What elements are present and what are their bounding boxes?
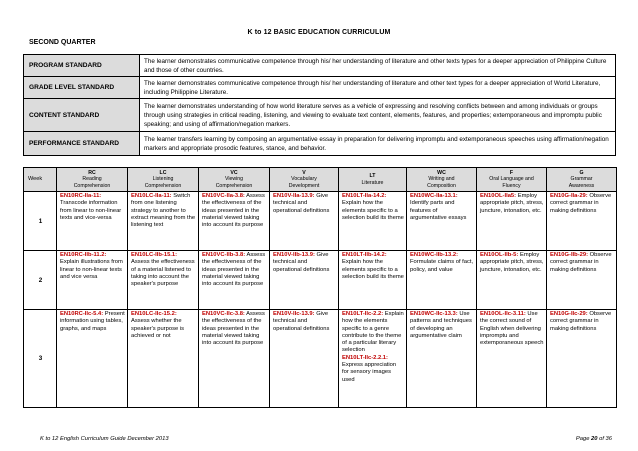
competency-cell: EN10VC-IIb-3.8: Assess the effectiveness of the ideas presented in the material viewed taking into account its purpose — [199, 251, 270, 310]
competency-table — [23, 167, 617, 408]
standard-label: GRADE LEVEL STANDARD — [24, 77, 140, 99]
week-number: 3 — [24, 310, 57, 408]
column-header-wc: WC Writing and Composition — [407, 168, 477, 192]
competency-cell: EN10G-IIa-29: Observe correct grammar in making definitions — [547, 192, 617, 251]
competency-cell: EN10OL-IIb-5: Employ appropriate pitch, stress, juncture, intonation, etc. — [477, 251, 547, 310]
competency-cell: EN10G-IIb-29: Observe correct grammar in making definitions — [547, 251, 617, 310]
column-header-rc: RC Reading Comprehension — [57, 168, 128, 192]
column-header-lt: LT Literature — [339, 168, 407, 192]
week-header: Week — [24, 168, 57, 192]
standard-text: The learner demonstrates communicative competence through his/ her understanding of literature and other text types for a deeper appreciation of World Literature, including Philippine Literature. — [140, 77, 616, 99]
standard-row — [24, 77, 616, 99]
competency-cell: EN10WC-IIc-13.3: Use patterns and techniques of developing an argumentative claim — [407, 310, 477, 408]
competency-cell: EN10V-IIc-13.9: Give technical and operational definitions — [270, 310, 339, 408]
competency-cell: EN10OL-IIc-3.11: Use the correct sound of English when delivering impromptu and extemporaneous speech — [477, 310, 547, 408]
competency-cell: EN10RC-IIb-11.2: Explain illustrations from linear to non-linear texts and vice versa — [57, 251, 128, 310]
competency-cell: EN10LT-IIa-14.2: Explain how the elements specific to a selection build its theme — [339, 192, 407, 251]
competency-cell: EN10LC-IIb-15.1: Assess the effectiveness of a material listened to taking into account the speaker's purpose — [128, 251, 199, 310]
column-header-f: F Oral Language and Fluency — [477, 168, 547, 192]
document-title: K to 12 BASIC EDUCATION CURRICULUM — [247, 29, 391, 36]
competency-cell: EN10G-IIc-29: Observe correct grammar in making definitions — [547, 310, 617, 408]
competency-cell: EN10VC-IIa-3.8: Assess the effectiveness of the ideas presented in the material viewed taking into account its purpose — [199, 192, 270, 251]
competency-cell: EN10LT-IIc-2.2: Explain how the elements specific to a genre contribute to the theme of a particular literary selection EN10LT-IIc-2.2.1: Express appreciation for sensory images used — [339, 310, 407, 408]
column-header-lc: LC Listening Comprehension — [128, 168, 199, 192]
standard-label: PROGRAM STANDARD — [24, 55, 140, 77]
footer-page-number: Page 20 of 36 — [575, 436, 612, 442]
standard-label: PERFORMANCE STANDARD — [24, 132, 140, 156]
competency-cell: EN10LC-IIc-15.2: Assess whether the speaker's purpose is achieved or not — [128, 310, 199, 408]
competency-cell: EN10LT-IIb-14.2: Explain how the elements specific to a selection build its theme — [339, 251, 407, 310]
competency-cell: EN10RC-IIc-5.4: Present information using tables, graphs, and maps — [57, 310, 128, 408]
column-header-v: V Vocabulary Development — [270, 168, 339, 192]
competency-cell: EN10V-IIb-13.9: Give technical and operational definitions — [270, 251, 339, 310]
standard-label: CONTENT STANDARD — [24, 99, 140, 132]
week-number: 2 — [24, 251, 57, 310]
column-header-g: G Grammar Awareness — [547, 168, 617, 192]
competency-cell: EN10OL-IIa5: Employ appropriate pitch, stress, juncture, intonation, etc. — [477, 192, 547, 251]
competency-cell: EN10V-IIa-13.9: Give technical and operational definitions — [270, 192, 339, 251]
standard-row — [24, 55, 616, 77]
week-row — [24, 192, 617, 251]
competency-cell: EN10WC-IIa-13.1: Identify parts and features of argumentative essays — [407, 192, 477, 251]
header-row — [24, 168, 617, 192]
standard-text: The learner demonstrates communicative competence through his/ her understanding of literature and other texts types for a deeper appreciation of Philippine Culture and those of other countries. — [140, 55, 616, 77]
footer-guide-title: K to 12 English Curriculum Guide December 2013 — [40, 436, 169, 442]
competency-cell: EN10RC-IIa-11: Transcode information from linear to non-linear texts and vice-versa — [57, 192, 128, 251]
competency-cell: EN10VC-IIc-3.8: Assess the effectiveness of the ideas presented in the material viewed taking into account its purpose — [199, 310, 270, 408]
week-row — [24, 251, 617, 310]
competency-cell: EN10WC-IIb-13.2: Formulate claims of fact, policy, and value — [407, 251, 477, 310]
competency-cell: EN10LC-IIa-11: Switch from one listening strategy to another to extract meaning from the listening text — [128, 192, 199, 251]
column-header-vc: VC Viewing Comprehension — [199, 168, 270, 192]
standard-row — [24, 132, 616, 156]
week-number: 1 — [24, 192, 57, 251]
week-row — [24, 310, 617, 408]
standards-table — [23, 54, 616, 156]
standard-text: The learner transfers learning by composing an argumentative essay in preparation for delivering impromptu and extemporaneous speeches using affirmation/negation markers and appropriate prosodic features, stance, and behavior. — [140, 132, 616, 156]
standard-row — [24, 99, 616, 132]
quarter-heading: SECOND QUARTER — [29, 39, 96, 46]
standard-text: The learner demonstrates understanding of how world literature serves as a vehicle of expressing and resolving conflicts between and among individuals or groups through using strategies in critical reading, listening, and viewing to evaluate text content, elements, features, and properties; extemporaneous and impromptu public speaking; and using of affirmation/negation markers. — [140, 99, 616, 132]
